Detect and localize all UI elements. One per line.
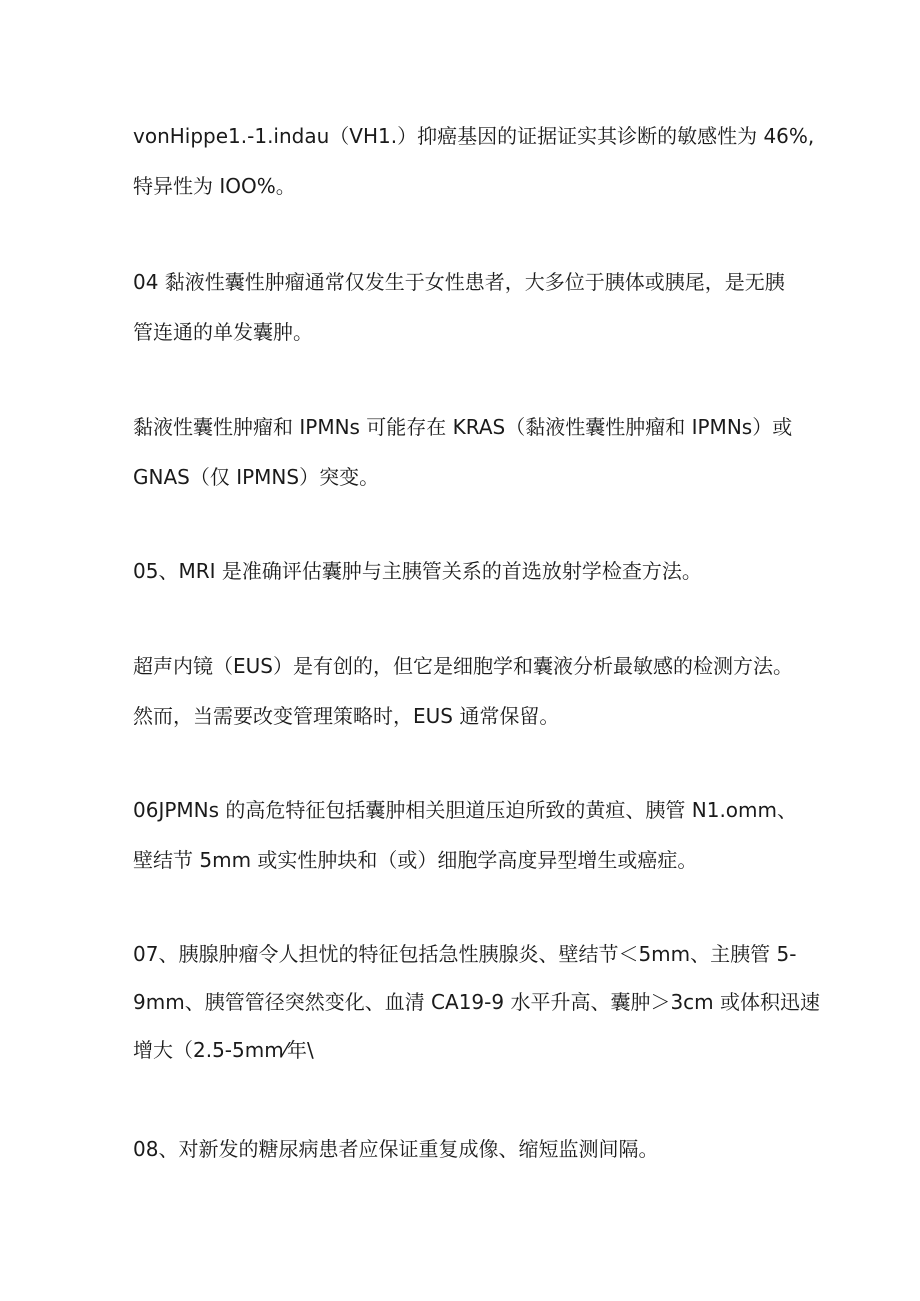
text-line: 管连通的单发囊肿。: [133, 320, 313, 344]
text-line: 超声内镜（EUS）是有创的，但它是细胞学和囊液分析最敏感的检测方法。: [133, 654, 793, 678]
text-line: 05、MRI 是准确评估囊肿与主胰管关系的首选放射学检查方法。: [133, 559, 702, 583]
text-line: 黏液性囊性肿瘤和 IPMNs 可能存在 KRAS（黏液性囊性肿瘤和 IPMNs）或: [133, 415, 793, 439]
text-line: 08、对新发的糖尿病患者应保证重复成像、缩短监测间隔。: [133, 1137, 659, 1161]
text-line: 04 黏液性囊性肿瘤通常仅发生于女性患者，大多位于胰体或胰尾，是无胰: [133, 270, 785, 294]
text-line: 9mm、胰管管径突然变化、血清 CA19-9 水平升高、囊肿＞3cm 或体积迅速: [133, 990, 821, 1014]
text-line: 增大（2.5-5mm⁄年\: [133, 1038, 314, 1062]
text-line: GNAS（仅 IPMNS）突变。: [133, 465, 380, 489]
text-line: 06JPMNs 的高危特征包括囊肿相关胆道压迫所致的黄疸、胰管 N1.omm、: [133, 798, 798, 822]
text-line: 特异性为 IOO%。: [133, 174, 296, 198]
text-line: 07、胰腺肿瘤令人担忧的特征包括急性胰腺炎、壁结节＜5mm、主胰管 5-: [133, 942, 797, 966]
text-line: 然而，当需要改变管理策略时，EUS 通常保留。: [133, 704, 560, 728]
text-line: vonHippe1.-1.indau（VH1.）抑癌基因的证据证实其诊断的敏感性为 46%,: [133, 124, 815, 148]
text-line: 壁结节 5mm 或实性肿块和（或）细胞学高度异型增生或癌症。: [133, 848, 698, 872]
